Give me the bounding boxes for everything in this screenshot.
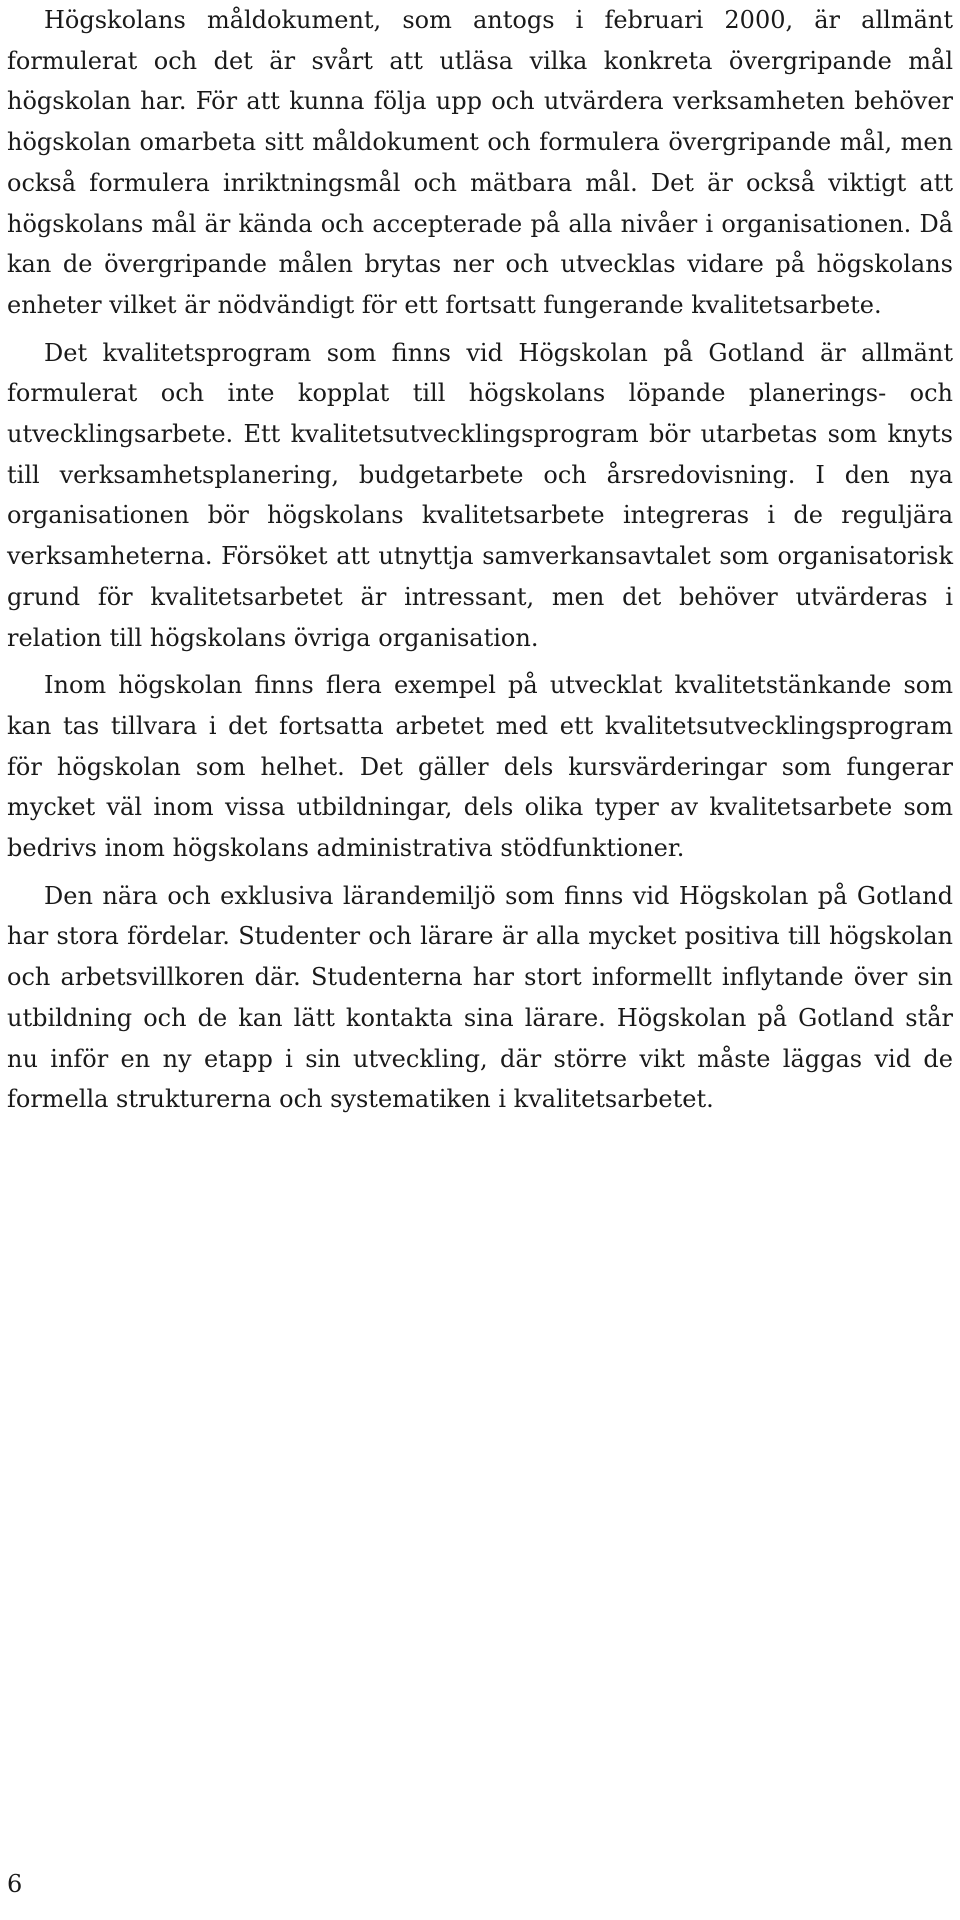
page-number: 6 [7, 1870, 23, 1898]
paragraph-4: Den nära och exklusiva lärandemiljö som finns vid Högskolan på Gotland har stora fördelar. Studenter och lärare är alla mycket positiva till högskolan och arbetsvillkoren där. Studenterna har stort informellt inflytande över sin utbildning och de kan lätt kontakta sina lärare. Högskolan på Gotland står nu inför en ny etapp i sin utveckling, där större vikt måste läggas vid de formella strukturerna och systematiken i kvalitetsarbetet. [7, 881, 953, 1114]
page-body [7, 0, 953, 1127]
paragraph-1: Högskolans måldokument, som antogs i februari 2000, är allmänt formulerat och det är svårt att utläsa vilka konkreta övergripande mål högskolan har. För att kunna följa upp och utvärdera verksamheten behöver högskolan omarbeta sitt måldokument och formulera övergripande mål, men också formulera inriktningsmål och mätbara mål. Det är också viktigt att högskolans mål är kända och accepterade på alla nivåer i organisationen. Då kan de övergripande målen brytas ner och utvecklas vidare på högskolans enheter vilket är nödvändigt för ett fortsatt fungerande kvalitetsarbete. [7, 6, 953, 319]
paragraph-3: Inom högskolan finns flera exempel på utvecklat kvalitetstänkande som kan tas tillvara i det fortsatta arbetet med ett kvalitetsutvecklingsprogram för högskolan som helhet. Det gäller dels kursvärderingar som fungerar mycket väl inom vissa utbildningar, dels olika typer av kvalitetsarbete som bedrivs inom högskolans administrativa stödfunktioner. [7, 671, 953, 863]
paragraph-2: Det kvalitetsprogram som finns vid Högskolan på Gotland är allmänt formulerat och inte kopplat till högskolans löpande planerings- och utvecklingsarbete. Ett kvalitetsutvecklingsprogram bör utarbetas som knyts till verksamhetsplanering, budgetarbete och årsredovisning. I den nya organisationen bör högskolans kvalitetsarbete integreras i de reguljära verksamheterna. Försöket att utnyttja samverkansavtalet som organisatorisk grund för kvalitetsarbetet är intressant, men det behöver utvärderas i relation till högskolans övriga organisation. [7, 338, 953, 652]
